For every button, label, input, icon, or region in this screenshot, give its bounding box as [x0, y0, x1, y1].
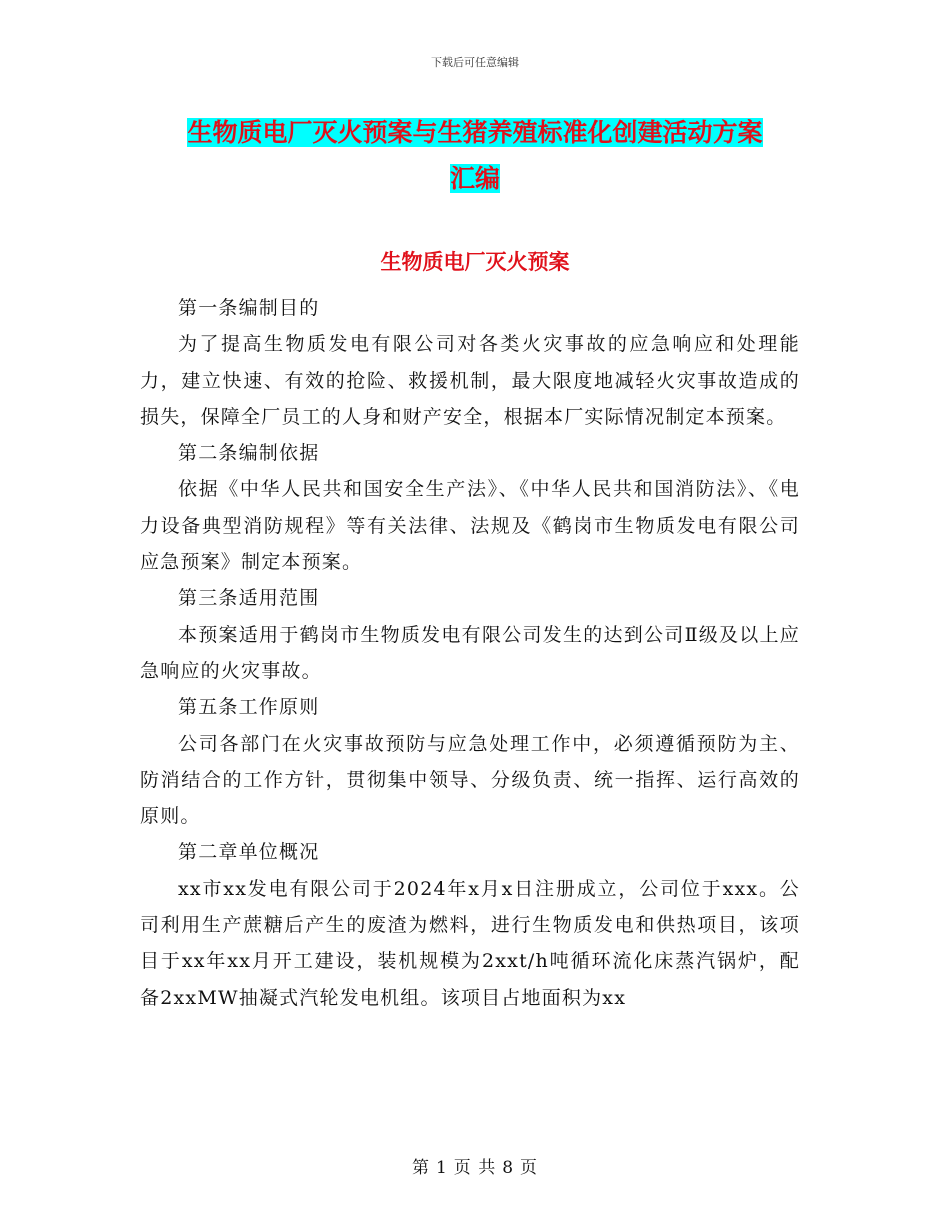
- heading-chapter-2: 第二章单位概况: [178, 841, 320, 864]
- paragraph-article-2: 依据《中华人民共和国安全生产法》、《中华人民共和国消防法》、《电力设备典型消防规程》等有关法律、法规及《鹤岗市生物质发电有限公司应急预案》制定本预案。: [140, 478, 800, 574]
- heading-article-2: 第二条编制依据: [178, 442, 320, 465]
- heading-article-3: 第三条适用范围: [178, 587, 320, 610]
- paragraph-article-1: 为了提高生物质发电有限公司对各类火灾事故的应急响应和处理能力，建立快速、有效的抢险、救援机制，最大限度地减轻火灾事故造成的损失，保障全厂员工的人身和财产安全，根据本厂实际情况制定本预案。: [140, 333, 800, 428]
- title-line-1: 生物质电厂灭火预案与生猪养殖标准化创建活动方案: [187, 118, 763, 147]
- document-body: [140, 290, 800, 1016]
- page-footer: [0, 1153, 950, 1178]
- header-note: 下载后可任意编辑: [431, 56, 519, 69]
- paragraph-article-3: 本预案适用于鹤岗市生物质发电有限公司发生的达到公司Ⅱ级及以上应急响应的火灾事故。: [140, 623, 800, 682]
- section-title: 生物质电厂灭火预案: [380, 250, 570, 274]
- footer-total-prefix: 共: [478, 1158, 497, 1178]
- paragraph-article-5: 公司各部门在火灾事故预防与应急处理工作中，必须遵循预防为主、防消结合的工作方针，贯彻集中领导、分级负责、统一指挥、运行高效的原则。: [140, 732, 800, 828]
- heading-article-5: 第五条工作原则: [178, 696, 320, 719]
- footer-prefix: 第: [411, 1158, 430, 1178]
- footer-suffix: 页: [520, 1158, 539, 1178]
- total-pages: 8: [502, 1158, 515, 1178]
- document-title: [140, 110, 810, 202]
- title-line-2: 汇编: [449, 164, 500, 193]
- paragraph-chapter-2: xx市xx发电有限公司于2024年x月x日注册成立，公司位于xxx。公司利用生产蔗糖后产生的废渣为燃料，进行生物质发电和供热项目，该项目于xx年xx月开工建设，装机规模为2xxt/h吨循环流化床蒸汽锅炉，配备2xxMW抽凝式汽轮发电机组。该项目占地面积为xx: [140, 877, 800, 1009]
- footer-page-word: 页: [453, 1158, 472, 1178]
- page-number: 1: [435, 1158, 448, 1178]
- heading-article-1: 第一条编制目的: [178, 297, 320, 319]
